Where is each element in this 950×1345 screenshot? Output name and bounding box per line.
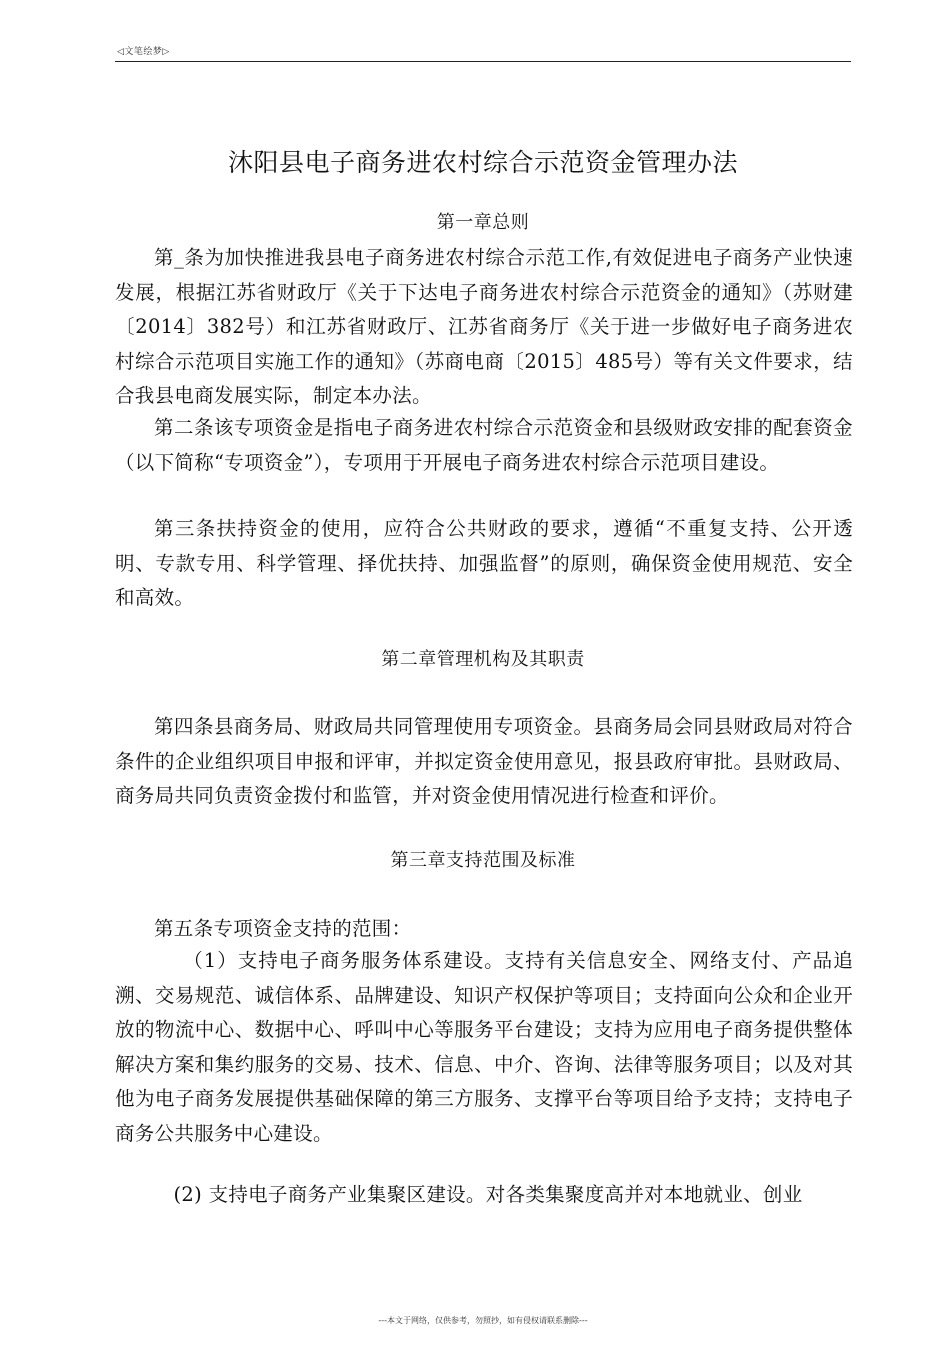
article-5-item-1: （1）支持电子商务服务体系建设。支持有关信息安全、网络支付、产品追溯、交易规范、诚信体系、品牌建设、知识产权保护等项目；支持面向公众和企业开放的物流中心、数据中心、呼叫中心等服务平台建设；支持为应用电子商务提供整体解决方案和集约服务的交易、技术、信息、中介、咨询、法律等服务项目；以及对其他为电子商务发展提供基础保障的第三方服务、支撑平台等项目给予支持；支持电子商务公共服务中心建设。 <box>115 949 853 1145</box>
article-4-paragraph: 第四条县商务局、财政局共同管理使用专项资金。县商务局会同县财政局对符合条件的企业组织项目申报和评审，并拟定资金使用意见，报县政府审批。县财政局、商务局共同负责资金拨付和监管，并对资金使用情况进行检查和评价。 <box>115 715 853 807</box>
article-5-item-2: (2) 支持电子商务产业集聚区建设。对各类集聚度高并对本地就业、创业 <box>173 1183 803 1206</box>
chapter-1-heading: 第一章总则 <box>436 212 530 233</box>
chapter-3-heading: 第三章支持范围及标准 <box>390 850 576 871</box>
document-title: 沐阳县电子商务进农村综合示范资金管理办法 <box>227 148 738 177</box>
header-divider <box>115 61 851 62</box>
header-tag: ◁文笔绘梦▷ <box>117 47 170 57</box>
footer-disclaimer: ---本文于网络，仅供参考，勿照抄，如有侵权请联系删除--- <box>378 1316 588 1325</box>
article-1-paragraph: 第_条为加快推进我县电子商务进农村综合示范工作,有效促进电子商务产业快速发展，根据江苏省财政厅《关于下达电子商务进农村综合示范资金的通知》（苏财建〔2014〕382号）和江苏省财政厅、江苏省商务厅《关于进一步做好电子商务进农村综合示范项目实施工作的通知》（苏商电商〔2015〕485号）等有关文件要求，结合我县电商发展实际，制定本办法。 <box>115 246 853 407</box>
chapter-2-heading: 第二章管理机构及其职责 <box>381 649 585 670</box>
article-3-paragraph: 第三条扶持资金的使用，应符合公共财政的要求，遵循“不重复支持、公开透明、专款专用、科学管理、择优扶持、加强监督”的原则，确保资金使用规范、安全和高效。 <box>115 517 853 609</box>
article-5-paragraph: 第五条专项资金支持的范围： <box>154 917 412 940</box>
article-2-paragraph: 第二条该专项资金是指电子商务进农村综合示范资金和县级财政安排的配套资金（以下简称“专项资金”），专项用于开展电子商务进农村综合示范项目建设。 <box>115 416 853 474</box>
